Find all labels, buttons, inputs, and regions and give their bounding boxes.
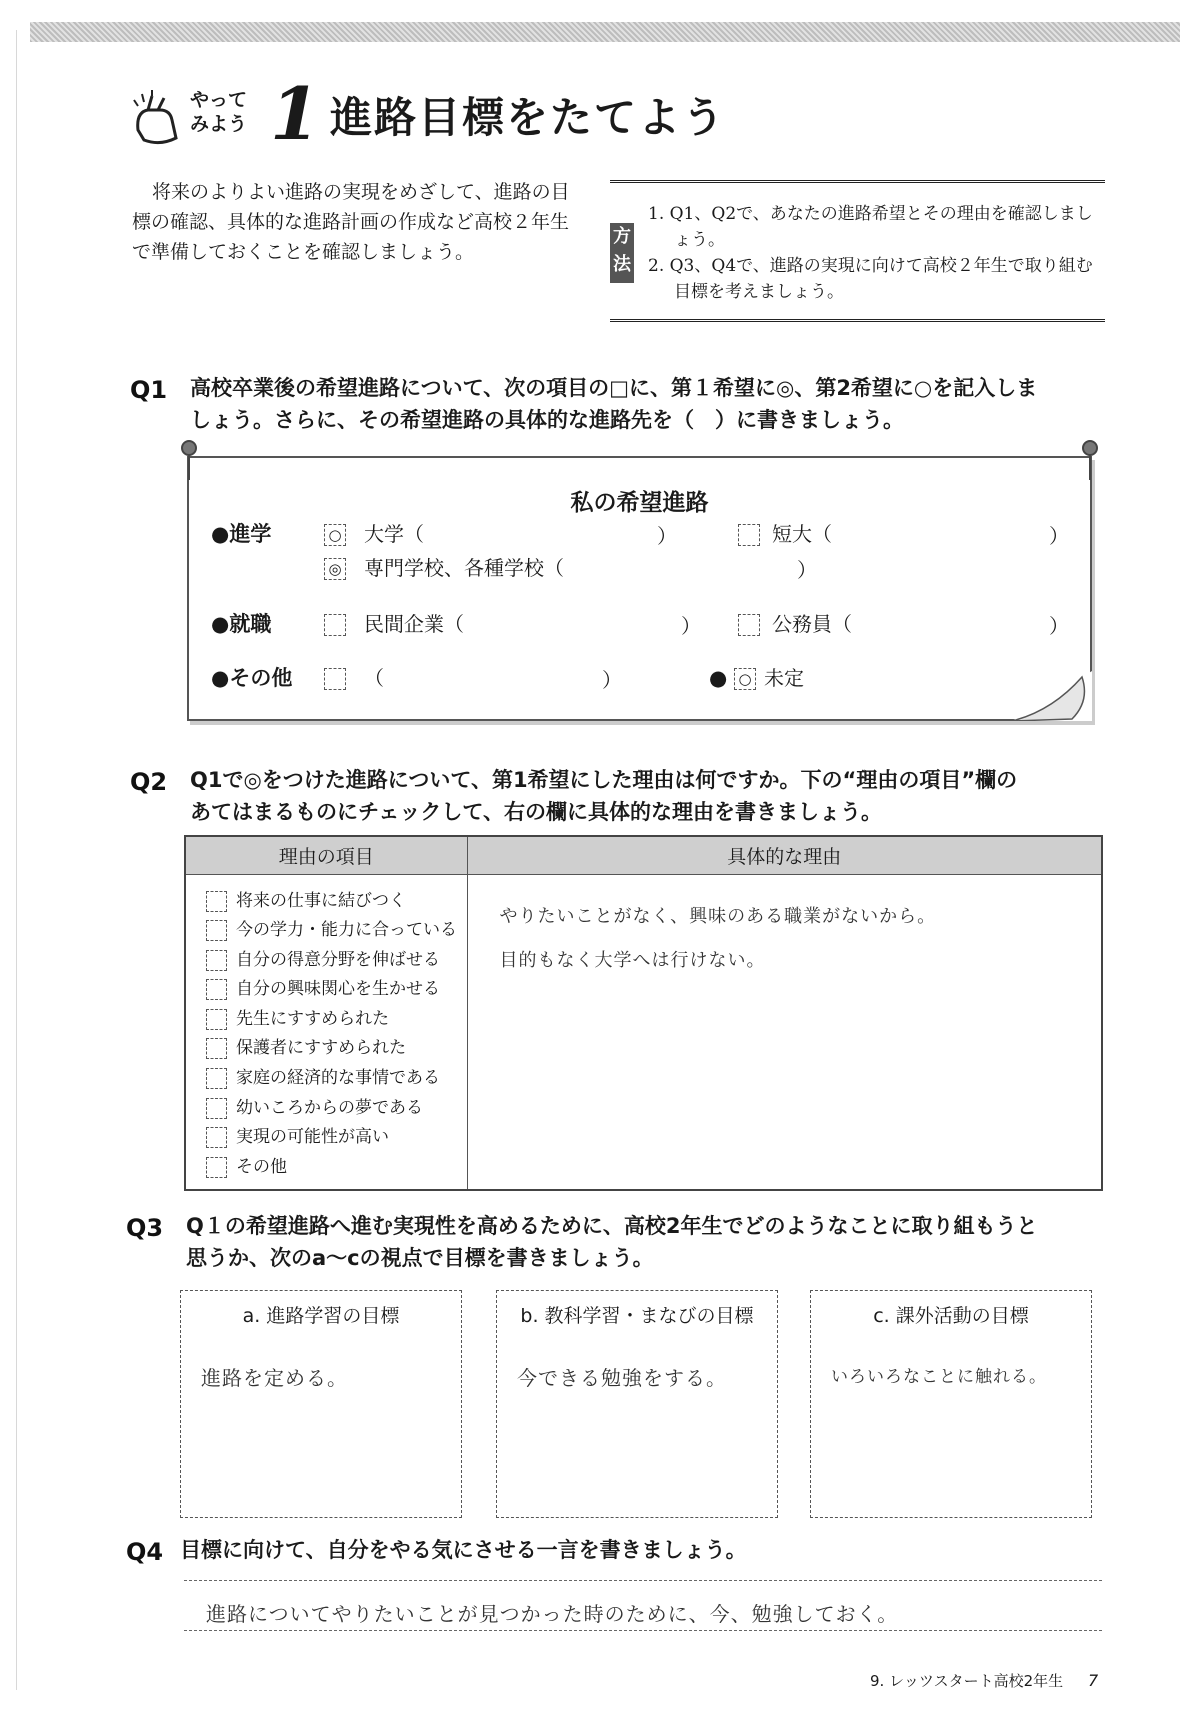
checkbox-minkan[interactable] xyxy=(324,614,346,636)
career-choice-card xyxy=(187,456,1092,721)
reason-checkbox[interactable] xyxy=(206,920,227,941)
answer-line xyxy=(184,1580,1102,1581)
close-paren: ） xyxy=(1049,614,1069,638)
reason-checkbox[interactable] xyxy=(206,1068,227,1089)
q4-question: 目標に向けて、自分をやる気にさせる一言を書きましょう。 xyxy=(180,1538,747,1562)
option-senmon: 専門学校、各種学校（ xyxy=(364,556,564,580)
page-footer xyxy=(870,1670,1098,1691)
try-it-badge: やって みよう xyxy=(190,89,248,135)
handwritten-goal: いろいろなことに触れる。 xyxy=(831,1367,1047,1387)
category-shingaku: ●進学 xyxy=(211,522,272,546)
section-number: 1 xyxy=(270,71,321,156)
col-header-reason: 具体的な理由 xyxy=(467,836,1102,874)
mitei-bullet: ● xyxy=(709,666,728,690)
top-texture-band xyxy=(30,22,1180,42)
checkbox-tandai[interactable] xyxy=(738,524,760,546)
reason-item[interactable]: 保護者にすすめられた xyxy=(206,1034,467,1064)
method-box xyxy=(610,180,1105,322)
q3-label: Q3 xyxy=(126,1214,164,1242)
reason-item[interactable]: 自分の得意分野を伸ばせる xyxy=(206,946,467,976)
reason-item[interactable]: 自分の興味関心を生かせる xyxy=(206,975,467,1005)
book-title: 9. レッツスタート高校2年生 xyxy=(870,1672,1064,1690)
q3-question: Q１の希望進路へ進む実現性を高めるために、高校2年生でどのようなことに取り組もうと 思うか、次のa〜cの視点で目標を書きましょう。 xyxy=(186,1214,1038,1270)
q1-question: 高校卒業後の希望進路について、次の項目の□に、第１希望に◎、第2希望に○を記入しま しょう。さらに、その希望進路の具体的な進路先を（ ）に書きましょう。 xyxy=(190,376,1038,432)
reason-item[interactable]: 幼いころからの夢である xyxy=(206,1094,467,1124)
reason-table xyxy=(184,835,1103,1191)
page-header xyxy=(130,71,1130,168)
goal-heading: a. 進路学習の目標 xyxy=(242,1305,400,1327)
answer-line xyxy=(184,1630,1102,1631)
option-daigaku: 大学（ xyxy=(364,522,424,546)
reason-list xyxy=(186,875,467,1183)
handwritten-reason: やりたいことがなく、興味のある職業がないから。 目的もなく大学へは行けない。 xyxy=(499,905,937,971)
method-item: 2. Q3、Q4で、進路の実現に向けて高校２年生で取り組む目標を考えましょう。 xyxy=(648,256,1093,302)
reason-checkbox[interactable] xyxy=(206,1157,227,1178)
q2-question: Q1で◎をつけた進路について、第1希望にした理由は何ですか。下の“理由の項目”欄の あてはまるものにチェックして、右の欄に具体的な理由を書きましょう。 xyxy=(190,768,1018,824)
close-paren: ） xyxy=(602,668,622,692)
goal-box-c[interactable] xyxy=(810,1290,1092,1518)
checkbox-koumuin[interactable] xyxy=(738,614,760,636)
reason-item[interactable]: 家庭の経済的な事情である xyxy=(206,1064,467,1094)
checkbox-mitei[interactable]: ○ xyxy=(734,668,756,690)
hand-pointing-icon xyxy=(130,90,190,150)
reason-checkbox[interactable] xyxy=(206,1127,227,1148)
reason-item[interactable]: 今の学力・能力に合っている xyxy=(206,916,467,946)
option-minkan: 民間企業（ xyxy=(364,612,464,636)
reason-items-cell xyxy=(185,874,467,1190)
close-paren: ） xyxy=(681,614,701,638)
reason-checkbox[interactable] xyxy=(206,1098,227,1119)
reason-item[interactable]: 将来の仕事に結びつく xyxy=(206,887,467,917)
method-tag: 方法 xyxy=(610,223,634,283)
intro-paragraph: 将来のよりよい進路の実現をめざして、進路の目標の確認、具体的な進路計画の作成など高校２年生で準備しておくことを確認しましょう。 xyxy=(132,181,570,263)
checkbox-daigaku[interactable]: ○ xyxy=(324,524,346,546)
checkbox-senmon[interactable]: ◎ xyxy=(324,558,346,580)
reason-checkbox[interactable] xyxy=(206,979,227,1000)
pin-stem xyxy=(1089,454,1091,480)
q2-label: Q2 xyxy=(130,768,168,796)
reason-item[interactable]: 実現の可能性が高い xyxy=(206,1123,467,1153)
option-mitei: 未定 xyxy=(764,666,804,690)
option-sonota: （ xyxy=(364,666,384,690)
category-other: ●その他 xyxy=(211,666,293,690)
method-list xyxy=(648,201,1103,305)
reason-answer-cell[interactable] xyxy=(467,874,1102,1190)
reason-item[interactable]: その他 xyxy=(206,1153,467,1183)
goal-box-a[interactable] xyxy=(180,1290,462,1518)
handwritten-motto[interactable]: 進路についてやりたいことが見つかった時のために、今、勉強しておく。 xyxy=(206,1602,899,1626)
reason-item[interactable]: 先生にすすめられた xyxy=(206,1005,467,1035)
handwritten-goal: 今できる勉強をする。 xyxy=(517,1366,727,1390)
card-title: 私の希望進路 xyxy=(570,490,709,516)
option-koumuin: 公務員（ xyxy=(772,612,852,636)
reason-checkbox[interactable] xyxy=(206,891,227,912)
page-number: 7 xyxy=(1087,1671,1099,1690)
goal-heading: b. 教科学習・まなびの目標 xyxy=(520,1305,754,1327)
close-paren: ） xyxy=(797,558,817,582)
goal-heading: c. 課外活動の目標 xyxy=(873,1305,1029,1327)
category-shushoku: ●就職 xyxy=(211,612,272,636)
q1-label: Q1 xyxy=(130,376,168,404)
binding-edge xyxy=(16,30,17,1690)
handwritten-goal: 進路を定める。 xyxy=(201,1366,348,1390)
pin-stem xyxy=(188,454,190,480)
reason-checkbox[interactable] xyxy=(206,1038,227,1059)
col-header-items: 理由の項目 xyxy=(185,836,467,874)
close-paren: ） xyxy=(1049,524,1069,548)
method-item: 1. Q1、Q2で、あなたの進路希望とその理由を確認しましょう。 xyxy=(648,204,1093,250)
option-tandai: 短大（ xyxy=(772,522,832,546)
goal-box-b[interactable] xyxy=(496,1290,778,1518)
close-paren: ） xyxy=(657,524,677,548)
reason-checkbox[interactable] xyxy=(206,950,227,971)
page-title: 進路目標をたてよう xyxy=(330,93,727,142)
q4-label: Q4 xyxy=(126,1538,164,1566)
page-curl-decoration xyxy=(1012,671,1092,721)
reason-checkbox[interactable] xyxy=(206,1009,227,1030)
checkbox-sonota[interactable] xyxy=(324,668,346,690)
